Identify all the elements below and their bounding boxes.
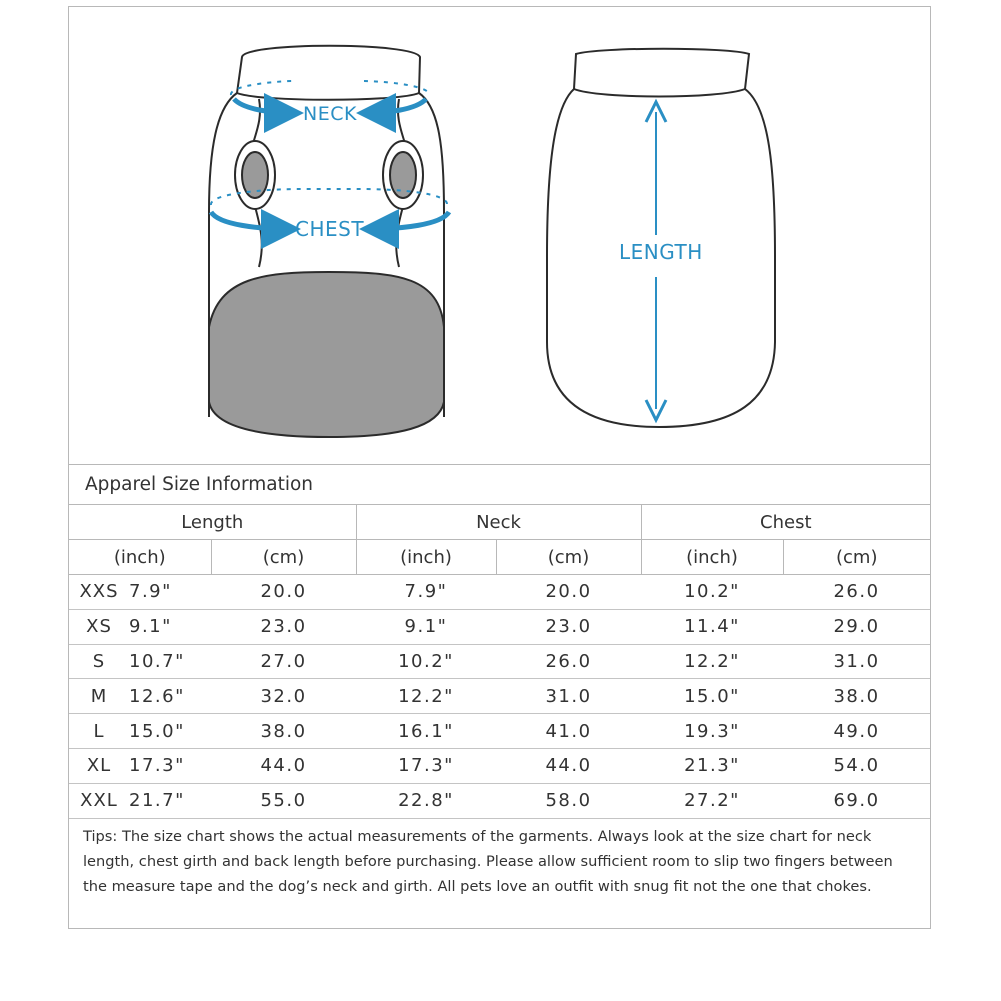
size-label: M (90, 685, 108, 707)
neck-cm-value: 41.0 (496, 714, 641, 749)
unit-header: (cm) (783, 540, 930, 575)
chest-cm-value: 31.0 (783, 644, 930, 679)
neck-cm-value: 23.0 (496, 609, 641, 644)
garment-illustration (69, 7, 932, 464)
neck-cm-value: 44.0 (496, 748, 641, 783)
size-rows (69, 575, 930, 819)
size-table (69, 504, 930, 819)
table-title-bar (69, 464, 930, 504)
table-row (69, 679, 930, 714)
unit-header: (inch) (356, 540, 496, 575)
chest-cm-value: 26.0 (783, 575, 930, 610)
neck-inch-value: 17.3" (356, 748, 496, 783)
length-cm-value: 38.0 (211, 714, 356, 749)
size-label: XXL (80, 790, 118, 812)
chest-inch-value: 11.4" (641, 609, 783, 644)
table-row (69, 609, 930, 644)
length-cm-value: 55.0 (211, 783, 356, 818)
table-row (69, 644, 930, 679)
length-inch-value: 17.3" (129, 755, 185, 777)
neck-inch-value: 16.1" (356, 714, 496, 749)
group-header-neck: Neck (356, 505, 641, 540)
unit-header: (cm) (211, 540, 356, 575)
chest-inch-value: 12.2" (641, 644, 783, 679)
size-inch-cell (69, 609, 211, 644)
length-inch-value: 7.9" (129, 581, 172, 603)
unit-header-row (69, 540, 930, 575)
unit-header: (inch) (641, 540, 783, 575)
unit-header: (inch) (69, 540, 211, 575)
unit-header: (cm) (496, 540, 641, 575)
size-inch-cell (69, 748, 211, 783)
chest-inch-value: 19.3" (641, 714, 783, 749)
size-inch-cell (69, 644, 211, 679)
length-cm-value: 44.0 (211, 748, 356, 783)
chest-cm-value: 54.0 (783, 748, 930, 783)
length-cm-value: 23.0 (211, 609, 356, 644)
neck-inch-value: 7.9" (356, 575, 496, 610)
neck-cm-value: 31.0 (496, 679, 641, 714)
table-row (69, 748, 930, 783)
table-row (69, 575, 930, 610)
size-inch-cell (69, 575, 211, 610)
length-inch-value: 12.6" (129, 685, 185, 707)
length-inch-value: 15.0" (129, 720, 185, 742)
size-label: XL (86, 755, 112, 777)
chest-inch-value: 21.3" (641, 748, 783, 783)
table-title: Apparel Size Information (85, 474, 314, 495)
group-header-chest: Chest (641, 505, 930, 540)
back-garment (547, 49, 775, 427)
size-label: XXS (79, 581, 119, 603)
group-header-row (69, 505, 930, 540)
length-inch-value: 21.7" (129, 790, 185, 812)
chest-cm-value: 49.0 (783, 714, 930, 749)
size-label: XS (86, 616, 112, 638)
neck-cm-value: 20.0 (496, 575, 641, 610)
length-inch-value: 10.7" (129, 650, 185, 672)
length-cm-value: 27.0 (211, 644, 356, 679)
chest-label: CHEST (295, 217, 365, 241)
neck-cm-value: 58.0 (496, 783, 641, 818)
neck-label: NECK (303, 103, 357, 125)
size-label: S (92, 650, 106, 672)
length-inch-value: 9.1" (129, 616, 172, 638)
chest-cm-value: 69.0 (783, 783, 930, 818)
length-cm-value: 20.0 (211, 575, 356, 610)
neck-inch-value: 22.8" (356, 783, 496, 818)
chest-cm-value: 38.0 (783, 679, 930, 714)
neck-cm-value: 26.0 (496, 644, 641, 679)
chest-inch-value: 10.2" (641, 575, 783, 610)
size-inch-cell (69, 714, 211, 749)
tips-text: Tips: The size chart shows the actual measurements of the garments. Always look at the size chart for neck length, chest girth and back length before purchasing. Please allow sufficient room to slip two fingers between the measure tape and the dog’s neck and girth. All pets love an outfit with snug fit not the one that chokes. (83, 828, 893, 895)
chest-cm-value: 29.0 (783, 609, 930, 644)
size-chart-frame (68, 6, 931, 929)
neck-inch-value: 12.2" (356, 679, 496, 714)
chest-inch-value: 27.2" (641, 783, 783, 818)
length-label: LENGTH (619, 240, 703, 264)
chest-inch-value: 15.0" (641, 679, 783, 714)
group-header-length: Length (69, 505, 356, 540)
table-row (69, 714, 930, 749)
size-label: L (93, 720, 105, 742)
length-cm-value: 32.0 (211, 679, 356, 714)
neck-inch-value: 9.1" (356, 609, 496, 644)
size-inch-cell (69, 679, 211, 714)
garment-diagram (69, 7, 932, 464)
neck-inch-value: 10.2" (356, 644, 496, 679)
